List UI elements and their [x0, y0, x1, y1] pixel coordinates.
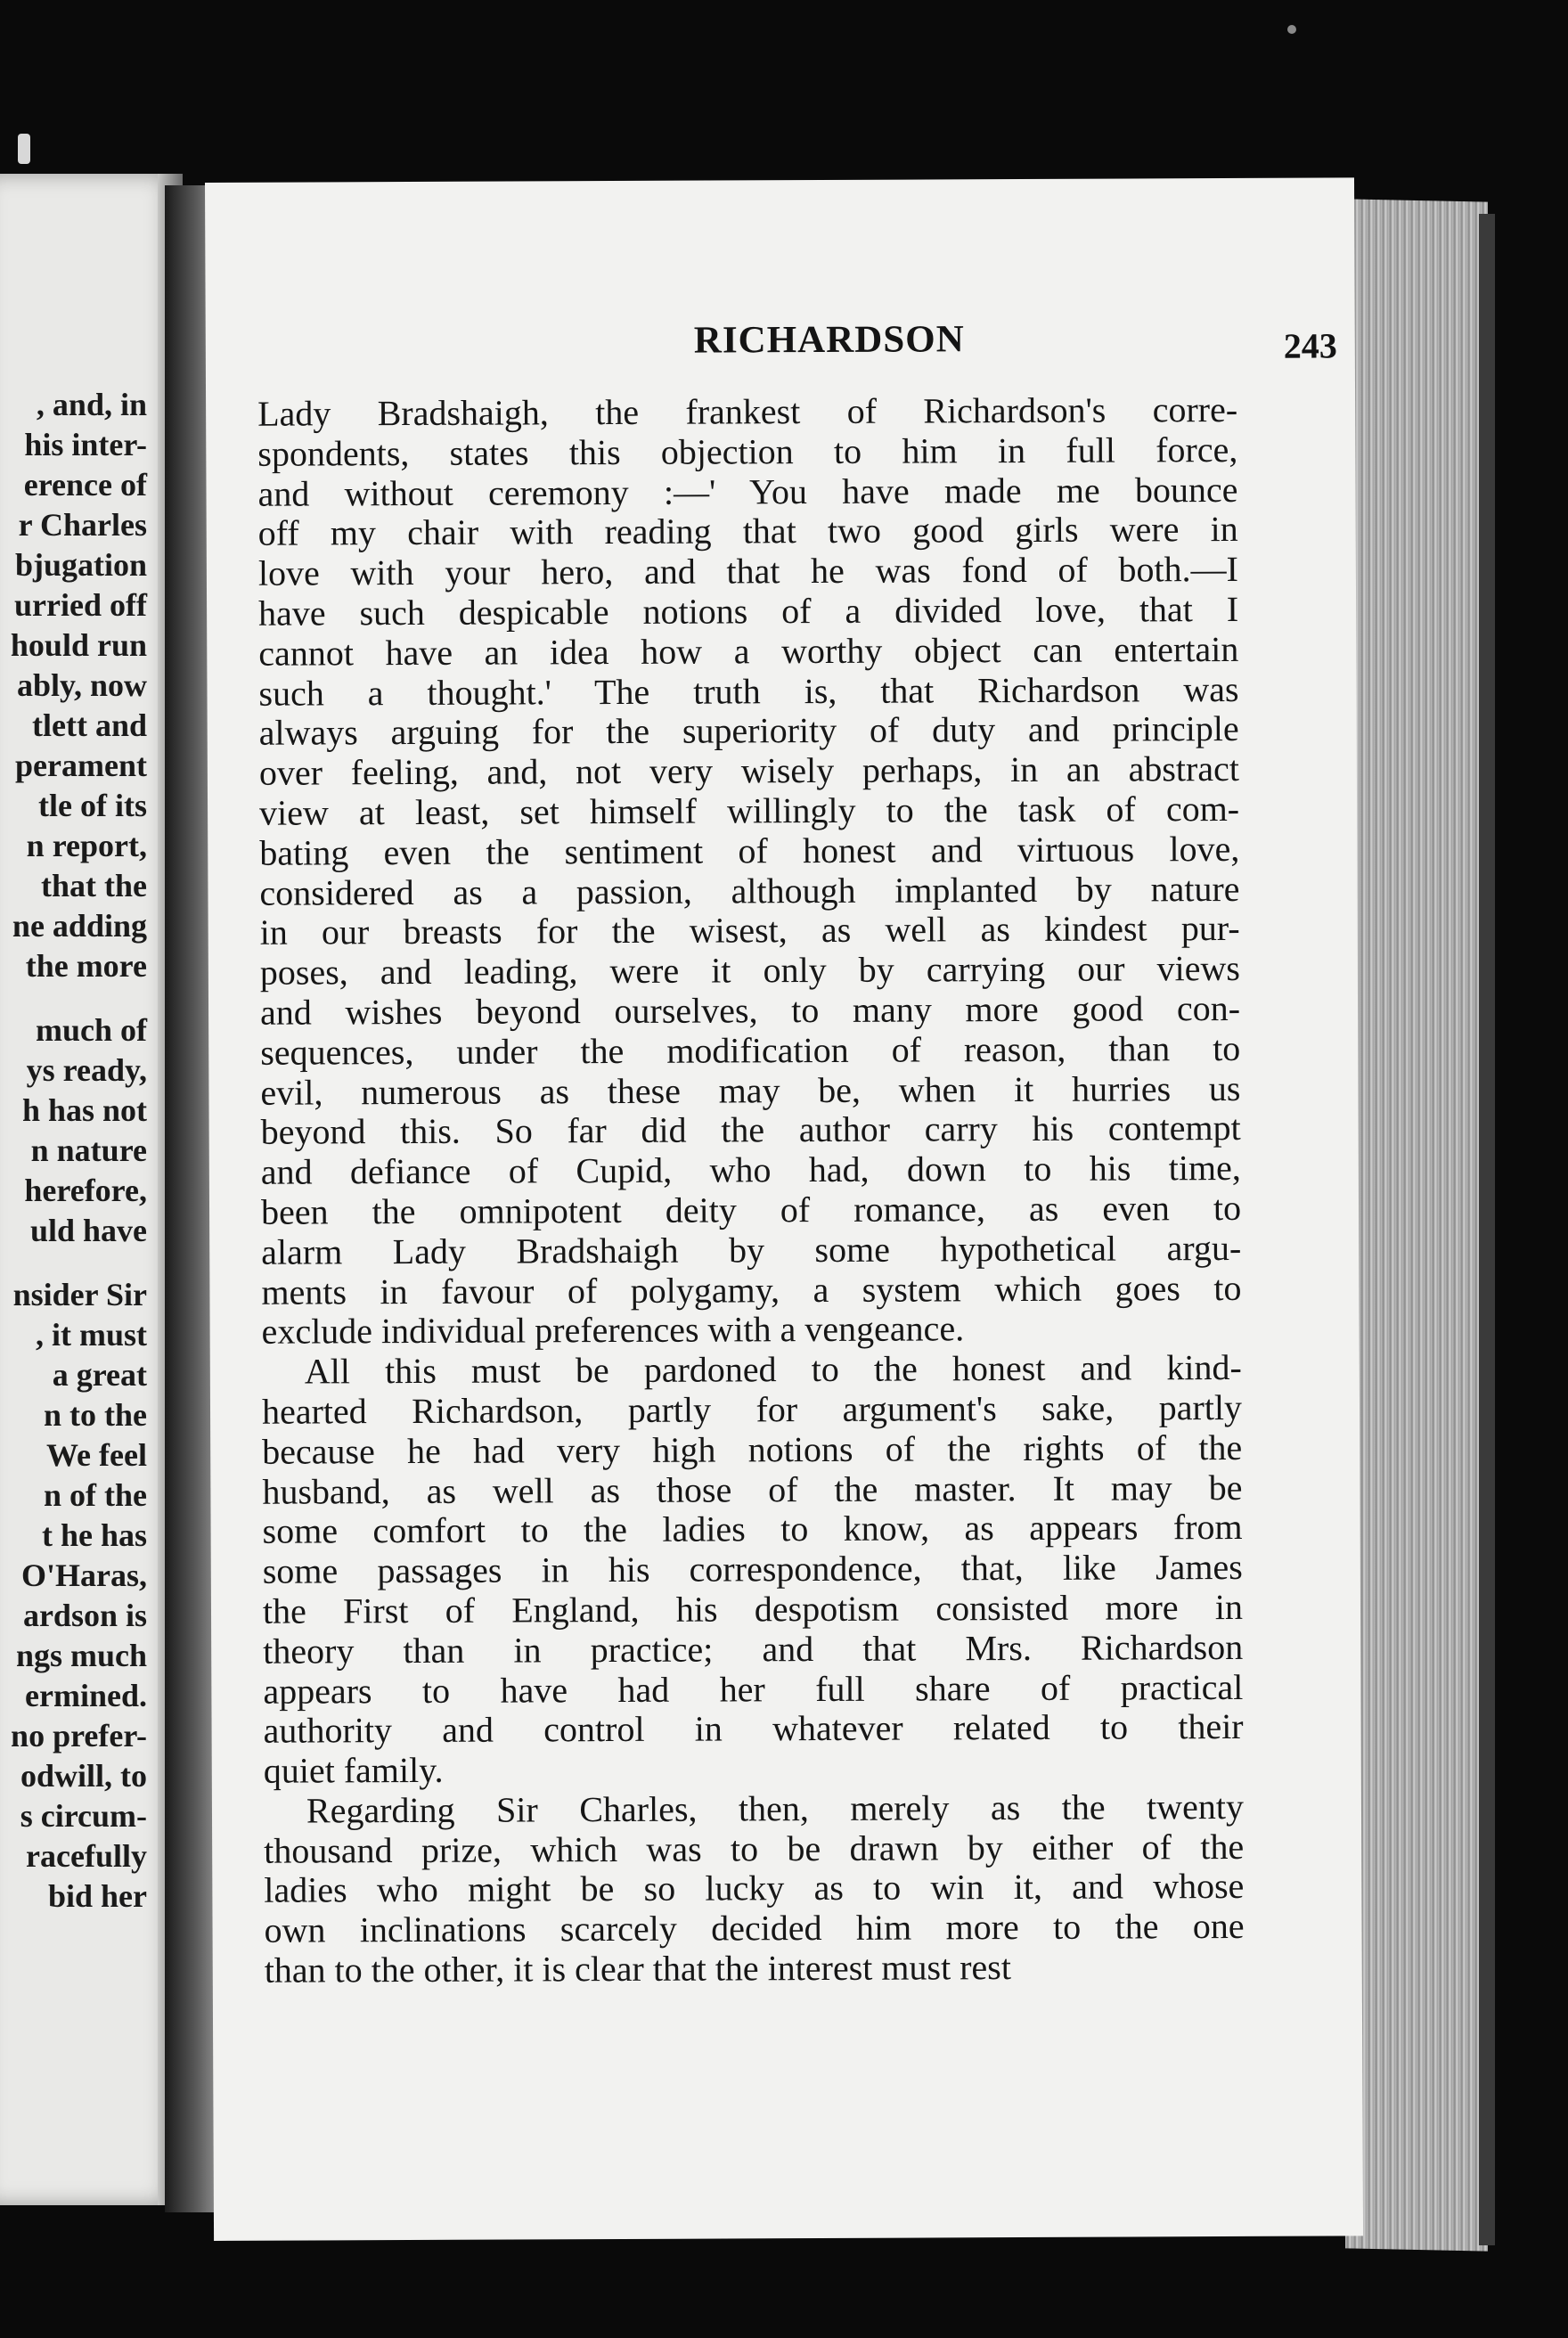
text-line: own inclinations scarcely decided him more to the one — [264, 1906, 1245, 1951]
left-page-line: n nature — [30, 1132, 147, 1168]
paragraph — [257, 390, 1242, 1353]
text-line: some passages in his correspondence, that, like James — [262, 1547, 1243, 1591]
left-page-line: a great — [52, 1357, 147, 1393]
text-line: husband, as well as those of the master. It may be — [262, 1467, 1243, 1512]
text-line: exclude individual preferences with a vengeance. — [261, 1308, 965, 1353]
left-page-gap — [0, 986, 147, 1010]
text-line: sequences, under the modification of reason, than to — [260, 1027, 1241, 1073]
left-page-line: his inter- — [24, 427, 147, 462]
text-line: beyond this. So far did the author carry his contempt — [260, 1108, 1241, 1153]
left-page-line: racefully — [26, 1838, 147, 1874]
left-page-line: ardson is — [22, 1598, 147, 1633]
left-page-line: h has not — [21, 1092, 147, 1128]
body-text — [257, 390, 1245, 1991]
left-page-line: n report, — [26, 828, 147, 863]
left-page-line: no prefer- — [11, 1718, 147, 1754]
left-page-line: much of — [36, 1012, 147, 1048]
left-page-line: perament — [15, 748, 147, 783]
text-line: quiet family. — [263, 1749, 444, 1791]
left-page-line: urried off — [14, 587, 147, 623]
text-line: considered as a passion, although implanted by nature — [259, 868, 1240, 913]
text-line: the First of England, his despotism consisted more in — [262, 1586, 1244, 1631]
left-page-line: herefore, — [24, 1173, 147, 1208]
left-page-line: erence of — [23, 467, 147, 503]
dust-speck — [18, 134, 30, 164]
left-page-line: , it must — [36, 1317, 147, 1353]
left-page-line: tle of its — [38, 788, 147, 823]
left-page-line: r Charles — [18, 507, 147, 543]
left-page-line: O'Haras, — [21, 1557, 147, 1593]
left-page-line: nsider Sir — [12, 1277, 147, 1312]
left-page-line: ably, now — [16, 667, 147, 703]
text-line: Regarding Sir Charles, then, merely as the twenty — [306, 1786, 1245, 1831]
text-line: ladies who might be so lucky as to win it, and whose — [264, 1866, 1245, 1911]
text-line: theory than in practice; and that Mrs. Richardson — [263, 1626, 1244, 1672]
left-page-line: t he has — [41, 1517, 147, 1553]
text-line: poses, and leading, were it only by carrying our views — [259, 948, 1240, 993]
text-line: evil, numerous as these may be, when it hurries us — [260, 1067, 1241, 1113]
text-line: such a thought.' The truth is, that Richardson was — [258, 668, 1239, 714]
left-page-line: uld have — [29, 1213, 147, 1248]
text-line: ments in favour of polygamy, a system which goes to — [261, 1267, 1242, 1312]
left-page-line: the more — [25, 948, 147, 984]
text-line: hearted Richardson, partly for argument's sake, partly — [261, 1386, 1243, 1432]
left-page-line: , and, in — [36, 387, 147, 422]
text-line: spondents, states this objection to him in full force, — [257, 429, 1238, 474]
text-line: appears to have had her full share of practical — [263, 1666, 1244, 1712]
left-page-line: ys ready, — [26, 1052, 147, 1088]
dust-speck — [1287, 25, 1296, 34]
text-line: and wishes beyond ourselves, to many more good con- — [259, 987, 1241, 1033]
left-page-line: odwill, to — [20, 1758, 147, 1794]
text-line: love with your hero, and that he was fond of both.—I — [257, 549, 1239, 593]
text-line: than to the other, it is clear that the interest must rest — [264, 1947, 1012, 1991]
left-page-line: ngs much — [15, 1638, 147, 1673]
left-page-line: s circum- — [20, 1798, 147, 1834]
text-line: bating even the sentiment of honest and virtuous love, — [259, 828, 1240, 873]
left-page-line: ne adding — [12, 908, 147, 944]
text-line: have such despicable notions of a divided love, that I — [258, 588, 1239, 634]
text-line: Lady Bradshaigh, the frankest of Richardson's corre- — [257, 388, 1238, 434]
running-head: RICHARDSON — [693, 318, 965, 362]
text-line: view at least, set himself willingly to the task of com- — [258, 788, 1240, 833]
left-page-line: that the — [41, 868, 147, 903]
text-line: and without ceremony :—' You have made me bounce — [257, 469, 1238, 514]
text-line: some comfort to the ladies to know, as appears from — [262, 1507, 1243, 1552]
left-page — [0, 174, 183, 2205]
page-number: 243 — [1283, 325, 1337, 366]
page-edges — [1345, 199, 1488, 2251]
right-page — [205, 177, 1363, 2241]
text-line: because he had very high notions of the rights of the — [262, 1427, 1243, 1472]
text-line: cannot have an idea how a worthy object can entertain — [258, 628, 1239, 674]
text-line: in our breasts for the wisest, as well as kindest pur- — [259, 908, 1240, 953]
paragraph — [264, 1787, 1245, 1991]
left-page-line: n to the — [44, 1397, 147, 1433]
text-line: authority and control in whatever related to their — [263, 1706, 1244, 1752]
left-page-line: n of the — [44, 1477, 147, 1513]
left-page-text — [0, 385, 147, 1917]
left-page-line: hould run — [10, 627, 147, 663]
page-edges-shadow — [1479, 214, 1495, 2245]
left-page-line: We feel — [46, 1437, 147, 1473]
text-line: off my chair with reading that two good girls were in — [257, 509, 1238, 554]
text-line: been the omnipotent deity of romance, as even to — [260, 1187, 1242, 1232]
text-line: always arguing for the superiority of duty and principle — [258, 708, 1239, 754]
text-line: and defiance of Cupid, who had, down to his time, — [260, 1148, 1241, 1192]
left-page-line: bjugation — [14, 547, 147, 583]
text-line: over feeling, and, not very wisely perhaps, in an abstract — [258, 748, 1239, 793]
text-line: thousand prize, which was to be drawn by either of the — [264, 1826, 1245, 1871]
left-page-line: tlett and — [32, 707, 147, 743]
text-line: All this must be pardoned to the honest and kind- — [304, 1347, 1242, 1392]
text-line: alarm Lady Bradshaigh by some hypothetical argu- — [261, 1227, 1242, 1272]
paragraph — [262, 1348, 1244, 1792]
left-page-line: ermined. — [25, 1678, 147, 1713]
left-page-gap — [0, 1251, 147, 1275]
left-page-line: bid her — [47, 1878, 147, 1914]
